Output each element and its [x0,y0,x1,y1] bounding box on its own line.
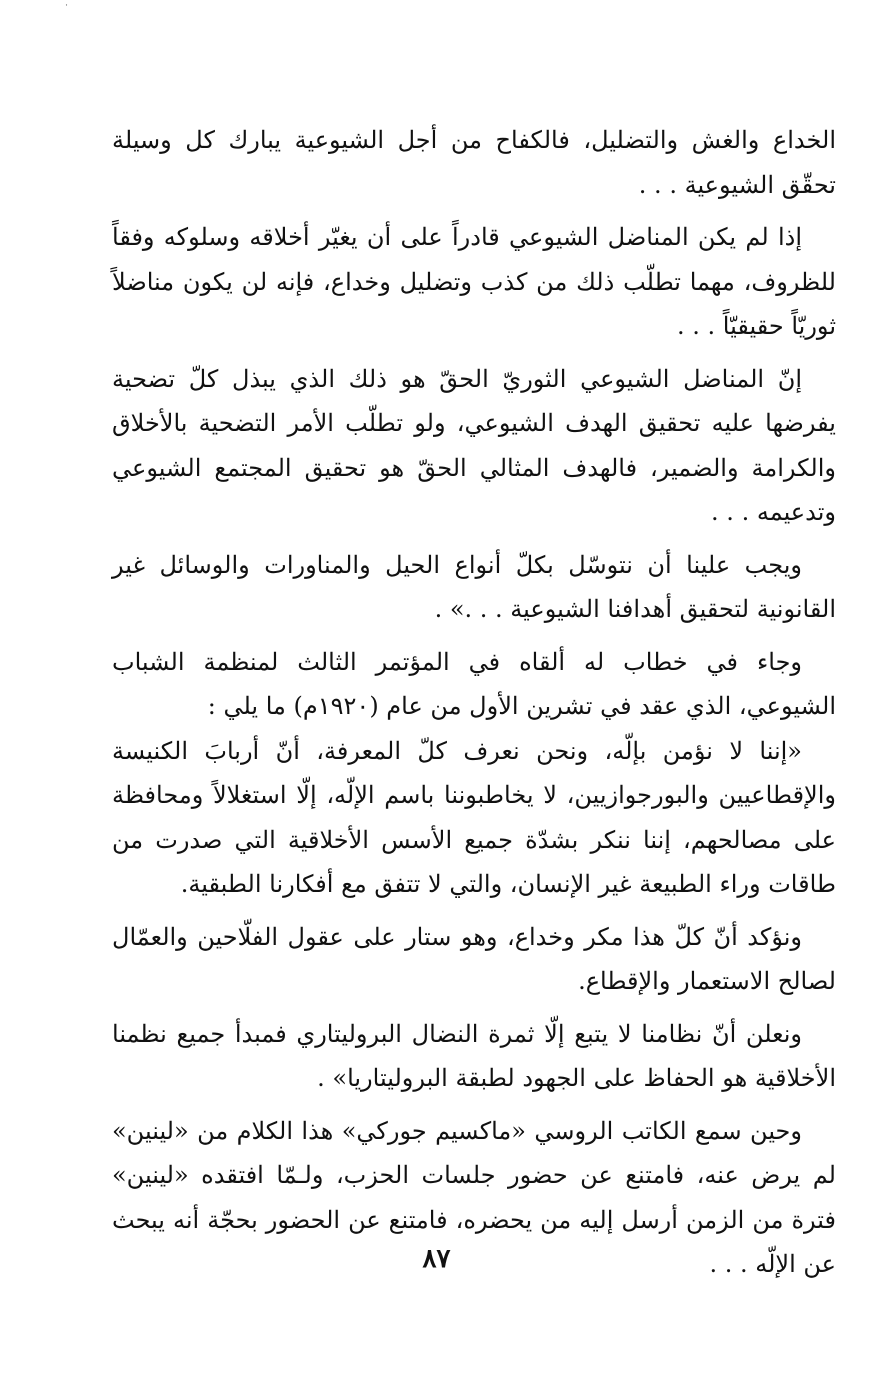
quote-paragraph-2: ونؤكد أنّ كلّ هذا مكر وخداع، وهو ستار على عقول الفلّاحين والعمّال لصالح الاستعمار والإقطاع. [112,922,836,995]
paragraph-5: وجاء في خطاب له ألقاه في المؤتمر الثالث لمنظمة الشباب الشيوعي، الذي عقد في تشرين الأول من عام (١٩٢٠م) ما يلي : [112,647,836,720]
page-number: ٨٧ [422,1244,451,1274]
body-text [112,118,836,1295]
paragraph-1: الخداع والغش والتضليل، فالكفاح من أجل الشيوعية يبارك كل وسيلة تحقّق الشيوعية . . . [112,126,836,199]
paragraph-2: إذا لم يكن المناضل الشيوعي قادراً على أن يغيّر أخلاقه وسلوكه وفقاً للظروف، مهما تطلّب ذلك من كذب وتضليل وخداع، فإنه لن يكون مناضلاً ثوريّاً حقيقيّاً . . . [112,223,836,340]
quote-paragraph-3: ونعلن أنّ نظامنا لا يتبع إلّا ثمرة النضال البروليتاري فمبدأ جميع نظمنا الأخلاقية هو الحفاظ على الجهود لطبقة البروليتاريا» . [112,1019,836,1092]
paragraph-3: إنّ المناضل الشيوعي الثوريّ الحقّ هو ذلك الذي يبذل كلّ تضحية يفرضها عليه تحقيق الهدف الشيوعي، ولو تطلّب الأمر التضحية بالأخلاق والكرامة والضمير، فالهدف المثالي الحقّ هو تحقيق المجتمع الشيوعي وتدعيمه . . . [112,364,836,526]
scan-speck: ˙ [64,4,69,15]
paragraph-4: ويجب علينا أن نتوسّل بكلّ أنواع الحيل والمناورات والوسائل غير القانونية لتحقيق أهدافنا الشيوعية . . .» . [112,550,836,623]
paragraph-9: وحين سمع الكاتب الروسي «ماكسيم جوركي» هذا الكلام من «لينين» لم يرض عنه، فامتنع عن حضور جلسات الحزب، ولـمّا افتقده «لينين» فترة من الزمن أرسل إليه من يحضره، فامتنع عن الحضور بحجّة أنه يبحث عن الإلّه . . . [112,1116,836,1278]
quote-paragraph-1: «إننا لا نؤمن بإلّه، ونحن نعرف كلّ المعرفة، أنّ أربابَ الكنيسة والإقطاعيين والبورجوازيين، لا يخاطبوننا باسم الإلّه، إلّا استغلالاً ومحافظة على مصالحهم، إننا ننكر بشدّة جميع الأسس الأخلاقية التي صدرت من طاقات وراء الطبيعة غير الإنسان، والتي لا تتفق مع أفكارنا الطبقية. [112,736,836,898]
